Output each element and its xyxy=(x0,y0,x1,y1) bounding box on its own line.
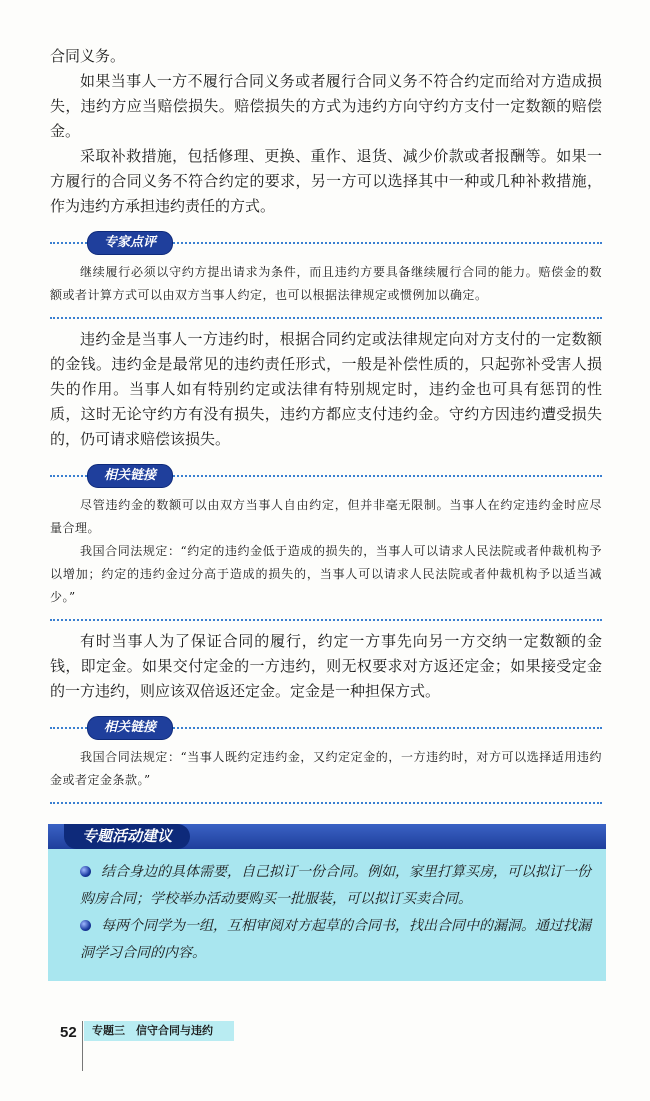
dotted-divider xyxy=(50,619,602,621)
related-link-text: 我国合同法规定：“当事人既约定违约金，又约定定金的，一方违约时，对方可以选择适用违约金或者定金条款。” xyxy=(50,750,602,787)
activity-item: 每两个同学为一组，互相审阅对方起草的合同书，找出合同中的漏洞。通过找漏洞学习合同的内容。 xyxy=(80,918,591,961)
bullet-icon xyxy=(80,866,91,877)
related-link-tag: 相关链接 xyxy=(87,716,173,740)
bullet-icon xyxy=(80,920,91,931)
top-paragraphs xyxy=(50,44,602,219)
dotted-divider xyxy=(50,802,602,804)
page-number: 52 xyxy=(60,1024,77,1041)
footer-divider xyxy=(82,1021,83,1071)
expert-comment-tag: 专家点评 xyxy=(87,231,173,255)
related-link-text: 我国合同法规定：“约定的违约金低于造成的损失的，当事人可以请求人民法院或者仲裁机构予以增加；约定的违约金过分高于造成的损失的，当事人可以请求人民法院或者仲裁机构予以适当减少。” xyxy=(50,544,602,604)
related-link-section-1 xyxy=(50,464,602,609)
page-footer xyxy=(60,1021,602,1071)
paragraph: 如果当事人一方不履行合同义务或者履行合同义务不符合约定而给对方造成损失，违约方应当赔偿损失。赔偿损失的方式为违约方向守约方支付一定数额的赔偿金。 xyxy=(50,72,602,140)
activity-title: 专题活动建议 xyxy=(64,824,190,849)
activity-suggestions-box xyxy=(48,824,606,981)
activity-item: 结合身边的具体需要，自己拟订一份合同。例如，家里打算买房，可以拟订一份购房合同；学校举办活动要购买一批服装，可以拟订买卖合同。 xyxy=(80,864,591,907)
paragraph: 采取补救措施，包括修理、更换、重作、退货、减少价款或者报酬等。如果一方履行的合同义务不符合约定的要求，另一方可以选择其中一种或几种补救措施，作为违约方承担违约责任的方式。 xyxy=(50,147,602,215)
expert-comment-text: 继续履行必须以守约方提出请求为条件，而且违约方要具备继续履行合同的能力。赔偿金的数额或者计算方式可以由双方当事人约定，也可以根据法律规定或惯例加以确定。 xyxy=(50,265,602,302)
paragraph-penalty: 违约金是当事人一方违约时，根据合同约定或法律规定向对方支付的一定数额的金钱。违约金是最常见的违约责任形式，一般是补偿性质的，只起弥补受害人损失的作用。当事人如有特别约定或法律有特别规定时，违约金也可具有惩罚的性质，这时无论守约方有没有损失，违约方都应支付违约金。守约方因违约遭受损失的，仍可请求赔偿该损失。 xyxy=(50,330,602,448)
related-link-section-2 xyxy=(50,716,602,792)
related-link-tag: 相关链接 xyxy=(87,464,173,488)
paragraph: 合同义务。 xyxy=(50,47,126,65)
related-link-text: 尽管违约金的数额可以由双方当事人自由约定，但并非毫无限制。当事人在约定违约金时应尽量合理。 xyxy=(50,498,602,535)
expert-comment-section xyxy=(50,231,602,307)
paragraph-deposit: 有时当事人为了保证合同的履行，约定一方事先向另一方交纳一定数额的金钱，即定金。如果交付定金的一方违约，则无权要求对方返还定金；如果接受定金的一方违约，则应该双倍返还定金。定金是一种担保方式。 xyxy=(50,632,602,700)
dotted-divider xyxy=(50,317,602,319)
chapter-title: 专题三 信守合同与违约 xyxy=(84,1021,234,1041)
